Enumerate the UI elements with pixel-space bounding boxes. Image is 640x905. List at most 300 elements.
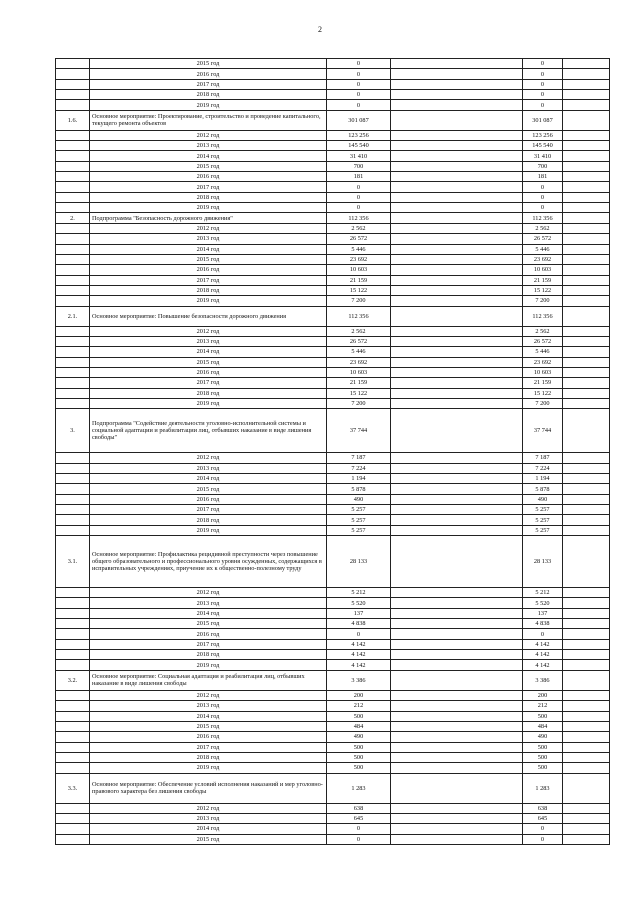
year-label: 2018 год: [90, 650, 327, 660]
year-label: 2013 год: [90, 141, 327, 151]
table-row: [56, 484, 610, 494]
year-label: 2017 год: [90, 182, 327, 192]
total-value: 1 283: [327, 773, 391, 803]
year-label: 2017 год: [90, 505, 327, 515]
activity-name: Основное мероприятие: Проектирование, строительство и проведение капитального, текущего ремонта объектов: [90, 110, 327, 130]
empty-cell: [391, 378, 523, 388]
empty-cell: [563, 721, 610, 731]
budget-value: 7 200: [523, 296, 563, 306]
total-value: 112 356: [327, 306, 391, 326]
budget-value: 15 122: [523, 388, 563, 398]
budget-value: 4 142: [523, 639, 563, 649]
row-number: [56, 608, 90, 618]
table-row: [56, 660, 610, 670]
empty-cell: [563, 598, 610, 608]
empty-cell: [563, 285, 610, 295]
empty-cell: [391, 494, 523, 504]
empty-cell: [563, 742, 610, 752]
empty-cell: [563, 378, 610, 388]
budget-value: 0: [523, 182, 563, 192]
empty-cell: [563, 803, 610, 813]
budget-value: 5 257: [523, 515, 563, 525]
table-row: [56, 588, 610, 598]
budget-value: 0: [523, 90, 563, 100]
year-label: 2019 год: [90, 100, 327, 110]
total-value: 490: [327, 732, 391, 742]
year-label: 2018 год: [90, 192, 327, 202]
total-value: 4 142: [327, 650, 391, 660]
empty-cell: [391, 505, 523, 515]
table-row: [56, 670, 610, 690]
budget-value: 15 122: [523, 285, 563, 295]
table-row: [56, 742, 610, 752]
table-row: [56, 463, 610, 473]
year-label: 2016 год: [90, 69, 327, 79]
table-row: [56, 378, 610, 388]
total-value: 212: [327, 701, 391, 711]
budget-value: 23 692: [523, 254, 563, 264]
row-number: [56, 505, 90, 515]
year-label: 2015 год: [90, 484, 327, 494]
total-value: 23 692: [327, 254, 391, 264]
empty-cell: [391, 326, 523, 336]
total-value: 5 257: [327, 525, 391, 535]
budget-value: 7 224: [523, 463, 563, 473]
row-number: [56, 90, 90, 100]
empty-cell: [391, 824, 523, 834]
table-row: [56, 474, 610, 484]
total-value: 145 540: [327, 141, 391, 151]
budget-value: 490: [523, 494, 563, 504]
empty-cell: [563, 223, 610, 233]
total-value: 200: [327, 690, 391, 700]
row-number: [56, 660, 90, 670]
budget-value: 200: [523, 690, 563, 700]
budget-value: 645: [523, 813, 563, 823]
empty-cell: [563, 494, 610, 504]
total-value: 0: [327, 90, 391, 100]
table-row: [56, 388, 610, 398]
empty-cell: [391, 100, 523, 110]
table-row: [56, 525, 610, 535]
empty-cell: [563, 505, 610, 515]
row-number: [56, 721, 90, 731]
row-number: [56, 834, 90, 844]
empty-cell: [563, 773, 610, 803]
year-label: 2018 год: [90, 285, 327, 295]
total-value: 0: [327, 79, 391, 89]
empty-cell: [391, 619, 523, 629]
budget-value: 1 194: [523, 474, 563, 484]
empty-cell: [391, 721, 523, 731]
budget-value: 0: [523, 100, 563, 110]
page-number: 2: [318, 25, 322, 34]
total-value: 0: [327, 629, 391, 639]
table-row: [56, 398, 610, 408]
row-number: [56, 484, 90, 494]
empty-cell: [563, 182, 610, 192]
budget-value: 212: [523, 701, 563, 711]
empty-cell: [391, 347, 523, 357]
row-number: [56, 79, 90, 89]
year-label: 2015 год: [90, 357, 327, 367]
total-value: 500: [327, 763, 391, 773]
row-number: [56, 525, 90, 535]
table-row: [56, 619, 610, 629]
total-value: 490: [327, 494, 391, 504]
total-value: 0: [327, 182, 391, 192]
budget-value: 638: [523, 803, 563, 813]
year-label: 2019 год: [90, 660, 327, 670]
empty-cell: [563, 588, 610, 598]
table-row: [56, 203, 610, 213]
empty-cell: [563, 732, 610, 742]
row-number: [56, 474, 90, 484]
table-row: [56, 234, 610, 244]
activity-name: Основное мероприятие: Профилактика рецидивной преступности через повышение общего образовательного и профессионального уровня осужденных, содержащихся в исправительных учреждениях, приучение их к общественно-полезному труду: [90, 536, 327, 588]
total-value: 2 562: [327, 223, 391, 233]
table-row: [56, 813, 610, 823]
table-row: [56, 773, 610, 803]
year-label: 2016 год: [90, 732, 327, 742]
table-row: [56, 505, 610, 515]
budget-value: 10 603: [523, 265, 563, 275]
total-value: 0: [327, 203, 391, 213]
year-label: 2018 год: [90, 752, 327, 762]
total-value: 5 878: [327, 484, 391, 494]
row-number: [56, 182, 90, 192]
row-number: [56, 347, 90, 357]
budget-value: 5 257: [523, 525, 563, 535]
budget-value: 4 142: [523, 650, 563, 660]
row-number: [56, 463, 90, 473]
empty-cell: [391, 110, 523, 130]
budget-value: 5 212: [523, 588, 563, 598]
activity-name: Подпрограмма "Безопасность дорожного движения": [90, 213, 327, 223]
row-number: [56, 223, 90, 233]
row-number: [56, 515, 90, 525]
total-value: 26 572: [327, 336, 391, 346]
total-value: 0: [327, 824, 391, 834]
budget-value: 5 446: [523, 244, 563, 254]
row-number: [56, 629, 90, 639]
table-row: [56, 409, 610, 453]
budget-value: 26 572: [523, 336, 563, 346]
empty-cell: [563, 59, 610, 69]
empty-cell: [563, 265, 610, 275]
empty-cell: [391, 90, 523, 100]
year-label: 2019 год: [90, 525, 327, 535]
total-value: 2 562: [327, 326, 391, 336]
activity-name: Подпрограмма "Содействие деятельности уголовно-исполнительной системы и социальной адаптации и реабилитации лиц, отбывших наказание в виде лишения свободы": [90, 409, 327, 453]
year-label: 2015 год: [90, 161, 327, 171]
empty-cell: [563, 306, 610, 326]
total-value: 645: [327, 813, 391, 823]
empty-cell: [563, 234, 610, 244]
total-value: 0: [327, 100, 391, 110]
table-row: [56, 110, 610, 130]
row-number: [56, 824, 90, 834]
table-row: [56, 100, 610, 110]
table-row: [56, 182, 610, 192]
budget-value: 490: [523, 732, 563, 742]
empty-cell: [563, 172, 610, 182]
budget-value: 700: [523, 161, 563, 171]
budget-value: 5 446: [523, 347, 563, 357]
total-value: 21 159: [327, 378, 391, 388]
empty-cell: [563, 752, 610, 762]
budget-value: 7 187: [523, 453, 563, 463]
row-number: [56, 378, 90, 388]
activity-name: Основное мероприятие: Обеспечение условий исполнения наказаний и мер уголовно-правового характера без лишения свободы: [90, 773, 327, 803]
empty-cell: [563, 525, 610, 535]
empty-cell: [391, 398, 523, 408]
year-label: 2013 год: [90, 336, 327, 346]
year-label: 2012 год: [90, 130, 327, 140]
row-number: [56, 639, 90, 649]
table-row: [56, 130, 610, 140]
empty-cell: [563, 110, 610, 130]
budget-value: 21 159: [523, 378, 563, 388]
empty-cell: [391, 203, 523, 213]
empty-cell: [391, 803, 523, 813]
row-number: [56, 59, 90, 69]
table-row: [56, 367, 610, 377]
row-number: [56, 732, 90, 742]
row-number: [56, 254, 90, 264]
year-label: 2012 год: [90, 803, 327, 813]
empty-cell: [391, 244, 523, 254]
table-row: [56, 141, 610, 151]
row-number: [56, 588, 90, 598]
empty-cell: [563, 813, 610, 823]
empty-cell: [391, 773, 523, 803]
row-number: 3.2.: [56, 670, 90, 690]
empty-cell: [563, 367, 610, 377]
table-row: [56, 608, 610, 618]
activity-name: Основное мероприятие: Повышение безопасности дорожного движения: [90, 306, 327, 326]
year-label: 2013 год: [90, 813, 327, 823]
year-label: 2014 год: [90, 474, 327, 484]
row-number: [56, 367, 90, 377]
row-number: 2.: [56, 213, 90, 223]
year-label: 2014 год: [90, 711, 327, 721]
row-number: [56, 650, 90, 660]
empty-cell: [391, 813, 523, 823]
row-number: 2.1.: [56, 306, 90, 326]
total-value: 21 159: [327, 275, 391, 285]
budget-value: 0: [523, 629, 563, 639]
empty-cell: [563, 69, 610, 79]
empty-cell: [563, 398, 610, 408]
table-row: [56, 151, 610, 161]
empty-cell: [391, 265, 523, 275]
total-value: 181: [327, 172, 391, 182]
total-value: 31 410: [327, 151, 391, 161]
budget-value: 5 878: [523, 484, 563, 494]
row-number: [56, 357, 90, 367]
table-row: [56, 824, 610, 834]
table-row: [56, 752, 610, 762]
row-number: [56, 285, 90, 295]
budget-table: [55, 58, 610, 845]
empty-cell: [391, 515, 523, 525]
row-number: 3.1.: [56, 536, 90, 588]
empty-cell: [563, 100, 610, 110]
row-number: [56, 752, 90, 762]
year-label: 2018 год: [90, 388, 327, 398]
total-value: 28 133: [327, 536, 391, 588]
table-row: [56, 711, 610, 721]
row-number: [56, 388, 90, 398]
empty-cell: [391, 141, 523, 151]
empty-cell: [391, 588, 523, 598]
total-value: 500: [327, 742, 391, 752]
row-number: [56, 494, 90, 504]
table-row: [56, 494, 610, 504]
empty-cell: [391, 161, 523, 171]
budget-value: 181: [523, 172, 563, 182]
year-label: 2017 год: [90, 639, 327, 649]
row-number: [56, 192, 90, 202]
empty-cell: [391, 213, 523, 223]
empty-cell: [563, 660, 610, 670]
table-row: [56, 213, 610, 223]
empty-cell: [391, 474, 523, 484]
year-label: 2017 год: [90, 79, 327, 89]
table-row: [56, 834, 610, 844]
total-value: 301 087: [327, 110, 391, 130]
year-label: 2013 год: [90, 234, 327, 244]
total-value: 5 212: [327, 588, 391, 598]
total-value: 700: [327, 161, 391, 171]
total-value: 112 356: [327, 213, 391, 223]
row-number: [56, 234, 90, 244]
empty-cell: [391, 234, 523, 244]
empty-cell: [391, 130, 523, 140]
row-number: 3.3.: [56, 773, 90, 803]
row-number: [56, 265, 90, 275]
table-row: [56, 598, 610, 608]
row-number: [56, 69, 90, 79]
total-value: 5 257: [327, 515, 391, 525]
empty-cell: [391, 752, 523, 762]
total-value: 5 520: [327, 598, 391, 608]
budget-value: 4 142: [523, 660, 563, 670]
year-label: 2015 год: [90, 59, 327, 69]
empty-cell: [563, 824, 610, 834]
table-row: [56, 59, 610, 69]
empty-cell: [391, 711, 523, 721]
budget-value: 301 087: [523, 110, 563, 130]
empty-cell: [391, 453, 523, 463]
total-value: 4 838: [327, 619, 391, 629]
budget-value: 137: [523, 608, 563, 618]
empty-cell: [563, 254, 610, 264]
year-label: 2016 год: [90, 367, 327, 377]
year-label: 2012 год: [90, 588, 327, 598]
budget-value: 500: [523, 711, 563, 721]
empty-cell: [563, 474, 610, 484]
row-number: [56, 803, 90, 813]
year-label: 2013 год: [90, 598, 327, 608]
table-row: [56, 803, 610, 813]
budget-value: 21 159: [523, 275, 563, 285]
budget-value: 2 562: [523, 326, 563, 336]
activity-name: Основное мероприятие: Социальная адаптация и реабилитация лиц, отбывших наказание в виде лишения свободы: [90, 670, 327, 690]
total-value: 7 224: [327, 463, 391, 473]
total-value: 0: [327, 59, 391, 69]
empty-cell: [563, 629, 610, 639]
budget-value: 4 838: [523, 619, 563, 629]
empty-cell: [563, 608, 610, 618]
table-row: [56, 336, 610, 346]
total-value: 5 257: [327, 505, 391, 515]
table-row: [56, 515, 610, 525]
empty-cell: [563, 536, 610, 588]
row-number: [56, 130, 90, 140]
empty-cell: [563, 763, 610, 773]
budget-value: 31 410: [523, 151, 563, 161]
table-row: [56, 254, 610, 264]
budget-value: 1 283: [523, 773, 563, 803]
budget-value: 0: [523, 79, 563, 89]
table-row: [56, 172, 610, 182]
total-value: 7 200: [327, 398, 391, 408]
budget-value: 3 386: [523, 670, 563, 690]
total-value: 500: [327, 711, 391, 721]
empty-cell: [391, 182, 523, 192]
empty-cell: [391, 223, 523, 233]
empty-cell: [391, 254, 523, 264]
row-number: [56, 275, 90, 285]
empty-cell: [563, 453, 610, 463]
empty-cell: [391, 536, 523, 588]
empty-cell: [391, 742, 523, 752]
budget-value: 500: [523, 752, 563, 762]
empty-cell: [563, 834, 610, 844]
year-label: 2014 год: [90, 608, 327, 618]
year-label: 2016 год: [90, 494, 327, 504]
budget-value: 10 603: [523, 367, 563, 377]
row-number: [56, 711, 90, 721]
year-label: 2015 год: [90, 834, 327, 844]
row-number: [56, 172, 90, 182]
total-value: 4 142: [327, 639, 391, 649]
budget-value: 500: [523, 763, 563, 773]
total-value: 4 142: [327, 660, 391, 670]
empty-cell: [391, 763, 523, 773]
year-label: 2016 год: [90, 172, 327, 182]
empty-cell: [563, 619, 610, 629]
budget-value: 0: [523, 69, 563, 79]
table-row: [56, 763, 610, 773]
empty-cell: [563, 213, 610, 223]
empty-cell: [391, 69, 523, 79]
empty-cell: [563, 244, 610, 254]
empty-cell: [391, 650, 523, 660]
empty-cell: [563, 90, 610, 100]
empty-cell: [391, 701, 523, 711]
empty-cell: [563, 711, 610, 721]
budget-value: 145 540: [523, 141, 563, 151]
empty-cell: [563, 357, 610, 367]
year-label: 2012 год: [90, 326, 327, 336]
row-number: [56, 203, 90, 213]
row-number: 1.6.: [56, 110, 90, 130]
budget-value: 0: [523, 59, 563, 69]
total-value: 10 603: [327, 265, 391, 275]
